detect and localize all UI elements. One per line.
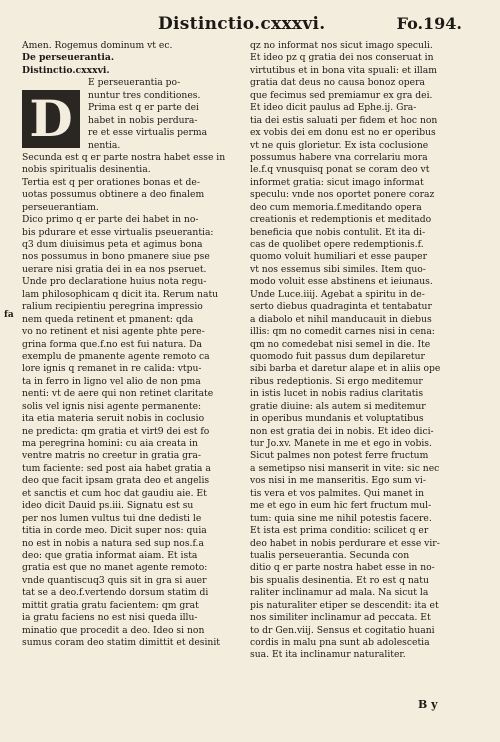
text-line: me et ego in eum hic fert fructum mul- [250, 500, 432, 512]
text-line: Tertia est q per orationes bonas et de- [22, 176, 200, 188]
text-line: Et ideo pz q gratia dei nos conseruat in [250, 52, 434, 64]
text-line: minatio que procedit a deo. Ideo si non [22, 624, 205, 636]
text-line: cordis in malu pna sunt ab adolescetia [250, 637, 430, 648]
text-line: nobis spiritualis desinentia. [22, 164, 151, 176]
text-line: informet gratia: sicut imago informat [250, 176, 424, 188]
text-line: vt nos essemus sibi similes. Item quo- [250, 263, 426, 275]
text-line: tur Jo.xv. Manete in me et ego in vobis. [250, 438, 432, 449]
text-line: nos similiter inclinamur ad peccata. Et [250, 612, 431, 624]
text-line: ribus redeptionis. Si ergo meditemur [250, 375, 423, 387]
text-line: bis pdurare et esse virtualis pseuerantia: [22, 226, 214, 238]
text-line: Secunda est q er parte nostra habet esse in [22, 151, 226, 163]
text-line: ideo dicit Dauid ps.iii. Signatu est su [22, 500, 194, 512]
text-line: nentia. [88, 139, 121, 151]
text-line: quomodo fuit passus dum depilaretur [250, 350, 425, 362]
text-line: vo no retinent et nisi agente phte pere- [22, 326, 205, 338]
text-line: E perseuerantia po- [88, 77, 181, 89]
text-line: qz no informat nos sicut imago speculi. [250, 40, 433, 51]
text-line: Et ideo dicit paulus ad Ephe.ij. Gra- [250, 102, 417, 114]
text-line: De perseuerantia. [22, 52, 115, 64]
right-column [250, 40, 472, 662]
text-line: Amen. Rogemus dominum vt ec. [22, 40, 173, 51]
text-line: nos possumus in bono pmanere siue pse [22, 251, 210, 263]
text-line: ita etia materia seruit nobis in coclusio [22, 413, 205, 425]
text-line: vnde quantiscuq3 quis sit in gra si auer [22, 574, 207, 586]
text-line: sua. Et ita inclinamur naturaliter. [250, 649, 406, 661]
text-line: nem queda retinent et pmanent: qda [22, 313, 194, 325]
text-line: tis vera et vos palmites. Qui manet in [250, 487, 425, 499]
text-line: in operibus mundanis et voluptatibus [250, 413, 424, 425]
text-line: deo que facit ipsam grata deo et angelis [22, 475, 210, 487]
text-line: virtutibus et in bona vita spuali: et illam [250, 64, 437, 76]
text-line: possumus habere vna correlariu mora [250, 151, 428, 163]
text-line: q3 dum diuisimus peta et agimus bona [22, 239, 203, 250]
text-line: ne predicta: qm gratia et virt9 dei est fo [22, 425, 210, 437]
text-line: Et ista est prima conditio: scilicet q er [250, 525, 429, 537]
text-line: bis spualis desinentia. Et ro est q natu [250, 574, 429, 586]
left-column [22, 40, 236, 649]
text-line: illis: qm no comedit carnes nisi in cena: [250, 326, 435, 338]
text-line: ia gratu faciens no est nisi queda illu- [22, 612, 198, 624]
text-line: beneficia que nobis contulit. Et ita di- [250, 226, 426, 238]
folio-number: Fo.194. [396, 14, 462, 33]
text-line: sibi barba et daretur alape et in aliis ope [250, 363, 441, 375]
text-line: ditio q er parte nostra habet esse in no- [250, 562, 435, 574]
signature-mark: B y [418, 698, 438, 711]
text-line: non est gratia dei in nobis. Et ideo dici- [250, 425, 434, 437]
text-line: per nos lumen vultus tui dne dedisti le [22, 512, 202, 524]
text-line: modo voluit esse abstinens et ieiunaus. [250, 276, 433, 288]
text-line: lam philosophicam q dicit ita. Rerum natu [22, 288, 219, 300]
text-line: vos nisi in me manseritis. Ego sum vi- [250, 475, 426, 487]
text-line: ta in ferro in ligno vel alio de non pma [22, 375, 201, 387]
text-line: Distinctio.cxxxvi. [22, 64, 110, 76]
text-line: tum: quia sine me nihil potestis facere. [250, 512, 432, 524]
text-line: nenti: vt de aere qui non retinet claritate [22, 388, 214, 400]
text-line: le.f.q vnusquisq ponat se coram deo vt [250, 164, 430, 176]
text-line: qm no comedebat nisi semel in die. Ite [250, 338, 431, 350]
page-header [30, 12, 470, 40]
text-line: habet in nobis perdura- [88, 114, 198, 126]
margin-note: fa [4, 310, 14, 320]
text-line: gratie diuine: als autem si meditemur [250, 400, 426, 412]
text-line: speculu: vnde nos oportet ponere coraz [250, 189, 435, 201]
text-line: deo habet in nobis perdurare et esse vir- [250, 537, 440, 549]
text-line: in istis lucet in nobis radius claritatis [250, 388, 424, 400]
text-line: Prima est q er parte dei [88, 102, 199, 114]
text-line: ma peregrina homini: cu aia creata in [22, 438, 198, 449]
text-line: lore ignis q remanet in re calida: vtpu- [22, 363, 202, 375]
text-line: a semetipso nisi manserit in vite: sic nec [250, 462, 440, 474]
text-line: exemplu de pmanente agente remoto ca [22, 350, 210, 362]
text-line: et sanctis et cum hoc dat gaudiu aie. Et [22, 487, 207, 499]
text-line: no est in nobis a natura sed sup nos.f.a [22, 537, 204, 549]
text-line: grina forma que.f.no est fui natura. Da [22, 338, 202, 350]
text-line: Unde Luce.iiij. Agebat a spiritu in de- [250, 288, 425, 300]
text-line: quomo voluit humiliari et esse pauper [250, 251, 427, 263]
text-line: perseuerantiam. [22, 201, 99, 213]
text-line: raliter inclinamur ad mala. Na sicut la [250, 587, 429, 599]
text-line: tia dei estis saluati per fidem et hoc non [250, 114, 438, 126]
text-line: titia in corde meo. Dicit super nos: quia [22, 525, 207, 537]
text-line: sumus coram deo statim dimittit et desinit [22, 637, 220, 648]
text-line: tum faciente: sed post aia habet gratia a [22, 462, 211, 474]
text-line: Sicut palmes non potest ferre fructum [250, 450, 429, 462]
text-line: serto diebus quadraginta et tentabatur [250, 301, 432, 313]
text-line: solis vel ignis nisi agente permanente: [22, 400, 202, 412]
text-line: gratia est que no manet agente remoto: [22, 562, 208, 574]
text-line: tat se a deo.f.vertendo dorsum statim di [22, 587, 209, 599]
text-line: ventre matris no creetur in gratia gra- [22, 450, 201, 462]
text-line: gratia dat deus no causa bonoz opera [250, 77, 425, 89]
drop-cap-initial: D [22, 90, 80, 148]
text-line: pis naturaliter etiper se descendit: ita et [250, 599, 439, 611]
text-line: Dico primo q er parte dei habet in no- [22, 214, 199, 226]
text-line: mittit gratia gratu facientem: qm grat [22, 599, 199, 611]
text-line: Unde pro declaratione huius nota regu- [22, 276, 207, 288]
text-line: deo: que gratia informat aiam. Et ista [22, 549, 198, 561]
text-line: vt ne quis glorietur. Ex ista coclusione [250, 139, 429, 151]
text-line: re et esse virtualis perma [88, 127, 208, 139]
text-line: creationis et redemptionis et meditado [250, 214, 432, 226]
text-line: deo cum memoria.f.meditando opera [250, 201, 422, 213]
text-line: tualis perseuerantia. Secunda con [250, 549, 410, 561]
text-line: a diabolo et nihil manducauit in diebus [250, 313, 432, 325]
text-line: to dr Gen.viij. Sensus et cogitatio huani [250, 624, 435, 636]
text-line: que fecimus sed premiamur ex gra dei. [250, 89, 433, 101]
text-line: ex vobis dei em donu est no er operibus [250, 127, 436, 139]
text-line: nuntur tres conditiones. [88, 89, 201, 101]
text-line: cas de quolibet opere redemptionis.f. [250, 239, 424, 250]
text-line: uotas possumus obtinere a deo finalem [22, 189, 205, 201]
running-title: Distinctio.cxxxvi. [158, 14, 326, 34]
text-line: uerare nisi gratia dei in ea nos pseruet. [22, 263, 207, 275]
text-line: ralium recipientiu peregrina impressio [22, 301, 203, 313]
